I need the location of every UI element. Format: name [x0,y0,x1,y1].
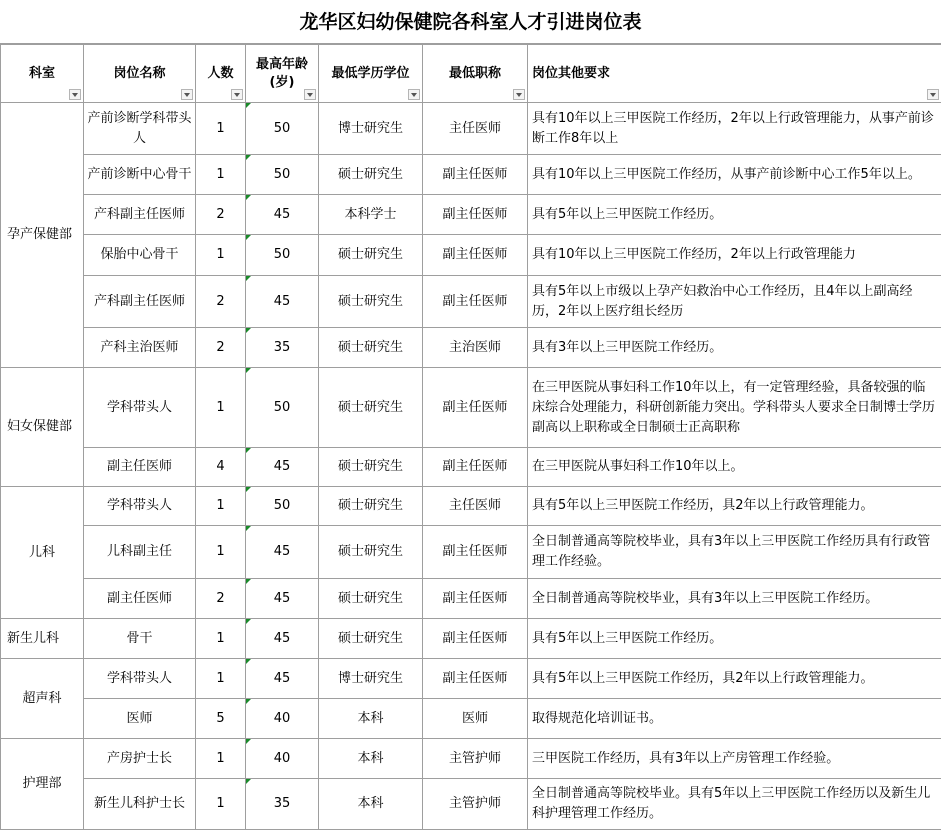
position-cell: 产科副主任医师 [84,276,196,328]
count-cell: 1 [196,368,246,448]
dept-cell: 护理部 [1,739,84,830]
count-cell: 1 [196,235,246,276]
rank-cell: 副主任医师 [423,619,528,659]
rank-cell: 主任医师 [423,487,528,526]
requirement-cell: 具有5年以上市级以上孕产妇救治中心工作经历，且4年以上副高经历，2年以上医疗组长经历 [528,276,941,328]
count-cell: 2 [196,328,246,368]
position-cell: 学科带头人 [84,368,196,448]
requirement-cell: 具有10年以上三甲医院工作经历，2年以上行政管理能力，从事产前诊断工作8年以上 [528,103,941,155]
table-row [1,619,941,659]
position-cell: 学科带头人 [84,487,196,526]
requirement-cell: 具有3年以上三甲医院工作经历。 [528,328,941,368]
count-cell: 1 [196,155,246,195]
age-cell: 45 [246,276,319,328]
count-cell: 1 [196,659,246,699]
position-cell: 新生儿科护士长 [84,779,196,830]
count-cell: 2 [196,195,246,235]
rank-cell: 副主任医师 [423,276,528,328]
position-cell: 产前诊断中心骨干 [84,155,196,195]
requirement-cell: 具有5年以上三甲医院工作经历，具2年以上行政管理能力。 [528,659,941,699]
header-row [1,45,941,103]
education-cell: 硕士研究生 [319,526,423,579]
age-cell: 45 [246,448,319,487]
education-cell: 博士研究生 [319,103,423,155]
header-count: 人数 [196,45,246,103]
cell-marker-icon [246,195,251,200]
age-cell: 50 [246,368,319,448]
education-cell: 硕士研究生 [319,328,423,368]
table-row [1,579,941,619]
position-cell: 产科主治医师 [84,328,196,368]
position-cell: 产前诊断学科带头人 [84,103,196,155]
age-cell: 45 [246,659,319,699]
rank-cell: 主管护师 [423,779,528,830]
dept-cell: 儿科 [1,487,84,619]
age-cell: 45 [246,619,319,659]
requirement-cell: 在三甲医院从事妇科工作10年以上，有一定管理经验，具备较强的临床综合处理能力，科研创新能力突出。学科带头人要求全日制博士学历副高以上职称或全日制硕士正高职称 [528,368,941,448]
education-cell: 硕士研究生 [319,155,423,195]
education-cell: 硕士研究生 [319,487,423,526]
education-cell: 本科 [319,739,423,779]
education-cell: 博士研究生 [319,659,423,699]
age-cell: 40 [246,699,319,739]
education-cell: 硕士研究生 [319,448,423,487]
cell-marker-icon [246,103,251,108]
position-cell: 副主任医师 [84,448,196,487]
requirement-cell: 全日制普通高等院校毕业，具有3年以上三甲医院工作经历。 [528,579,941,619]
filter-dropdown-icon[interactable] [231,89,243,100]
cell-marker-icon [246,368,251,373]
requirement-cell: 具有5年以上三甲医院工作经历。 [528,619,941,659]
education-cell: 硕士研究生 [319,368,423,448]
table-row [1,235,941,276]
education-cell: 本科学士 [319,195,423,235]
rank-cell: 副主任医师 [423,659,528,699]
table-row [1,103,941,155]
table-row [1,195,941,235]
table-row [1,448,941,487]
rank-cell: 副主任医师 [423,368,528,448]
cell-marker-icon [246,487,251,492]
header-other: 岗位其他要求 [528,45,941,103]
rank-cell: 医师 [423,699,528,739]
dept-cell: 孕产保健部 [1,103,84,368]
education-cell: 本科 [319,699,423,739]
education-cell: 硕士研究生 [319,235,423,276]
recruitment-table [0,44,941,830]
table-row [1,739,941,779]
position-cell: 副主任医师 [84,579,196,619]
requirement-cell: 具有10年以上三甲医院工作经历，从事产前诊断中心工作5年以上。 [528,155,941,195]
cell-marker-icon [246,276,251,281]
cell-marker-icon [246,779,251,784]
cell-marker-icon [246,448,251,453]
requirement-cell: 在三甲医院从事妇科工作10年以上。 [528,448,941,487]
education-cell: 本科 [319,779,423,830]
rank-cell: 主治医师 [423,328,528,368]
age-cell: 45 [246,526,319,579]
rank-cell: 副主任医师 [423,448,528,487]
age-cell: 50 [246,487,319,526]
cell-marker-icon [246,526,251,531]
position-cell: 产科副主任医师 [84,195,196,235]
table-row [1,487,941,526]
cell-marker-icon [246,155,251,160]
position-cell: 儿科副主任 [84,526,196,579]
count-cell: 4 [196,448,246,487]
age-cell: 35 [246,779,319,830]
filter-dropdown-icon[interactable] [69,89,81,100]
dept-cell: 妇女保健部 [1,368,84,487]
education-cell: 硕士研究生 [319,619,423,659]
rank-cell: 副主任医师 [423,155,528,195]
count-cell: 5 [196,699,246,739]
age-cell: 45 [246,579,319,619]
table-row [1,155,941,195]
age-cell: 50 [246,103,319,155]
requirement-cell: 三甲医院工作经历，具有3年以上产房管理工作经验。 [528,739,941,779]
count-cell: 1 [196,487,246,526]
rank-cell: 副主任医师 [423,526,528,579]
filter-dropdown-icon[interactable] [181,89,193,100]
filter-dropdown-icon[interactable] [927,89,939,100]
rank-cell: 副主任医师 [423,579,528,619]
rank-cell: 副主任医师 [423,235,528,276]
header-rank: 最低职称 [423,45,528,103]
position-cell: 骨干 [84,619,196,659]
table-row [1,368,941,448]
header-age: 最高年龄 (岁) [246,45,319,103]
count-cell: 2 [196,579,246,619]
dept-cell: 新生儿科 [1,619,84,659]
count-cell: 1 [196,619,246,659]
requirement-cell: 具有5年以上三甲医院工作经历。 [528,195,941,235]
table-row [1,779,941,830]
dept-cell: 超声科 [1,659,84,739]
rank-cell: 主任医师 [423,103,528,155]
requirement-cell: 全日制普通高等院校毕业。具有5年以上三甲医院工作经历以及新生儿科护理管理工作经历。 [528,779,941,830]
table-row [1,526,941,579]
cell-marker-icon [246,739,251,744]
position-cell: 医师 [84,699,196,739]
education-cell: 硕士研究生 [319,579,423,619]
rank-cell: 主管护师 [423,739,528,779]
count-cell: 1 [196,526,246,579]
cell-marker-icon [246,328,251,333]
cell-marker-icon [246,659,251,664]
position-cell: 产房护士长 [84,739,196,779]
table-row [1,659,941,699]
filter-dropdown-icon[interactable] [408,89,420,100]
requirement-cell: 具有5年以上三甲医院工作经历，具2年以上行政管理能力。 [528,487,941,526]
requirement-cell: 具有10年以上三甲医院工作经历，2年以上行政管理能力 [528,235,941,276]
age-cell: 50 [246,235,319,276]
count-cell: 1 [196,779,246,830]
requirement-cell: 全日制普通高等院校毕业，具有3年以上三甲医院工作经历具有行政管理工作经验。 [528,526,941,579]
table-row [1,328,941,368]
cell-marker-icon [246,235,251,240]
age-cell: 35 [246,328,319,368]
table-title: 龙华区妇幼保健院各科室人才引进岗位表 [0,0,941,44]
position-cell: 学科带头人 [84,659,196,699]
cell-marker-icon [246,619,251,624]
count-cell: 1 [196,103,246,155]
requirement-cell: 取得规范化培训证书。 [528,699,941,739]
table-row [1,699,941,739]
education-cell: 硕士研究生 [319,276,423,328]
age-cell: 45 [246,195,319,235]
header-position: 岗位名称 [84,45,196,103]
header-dept: 科室 [1,45,84,103]
filter-dropdown-icon[interactable] [513,89,525,100]
cell-marker-icon [246,699,251,704]
rank-cell: 副主任医师 [423,195,528,235]
age-cell: 40 [246,739,319,779]
cell-marker-icon [246,579,251,584]
age-cell: 50 [246,155,319,195]
header-education: 最低学历学位 [319,45,423,103]
count-cell: 1 [196,739,246,779]
table-row [1,276,941,328]
count-cell: 2 [196,276,246,328]
position-cell: 保胎中心骨干 [84,235,196,276]
filter-dropdown-icon[interactable] [304,89,316,100]
